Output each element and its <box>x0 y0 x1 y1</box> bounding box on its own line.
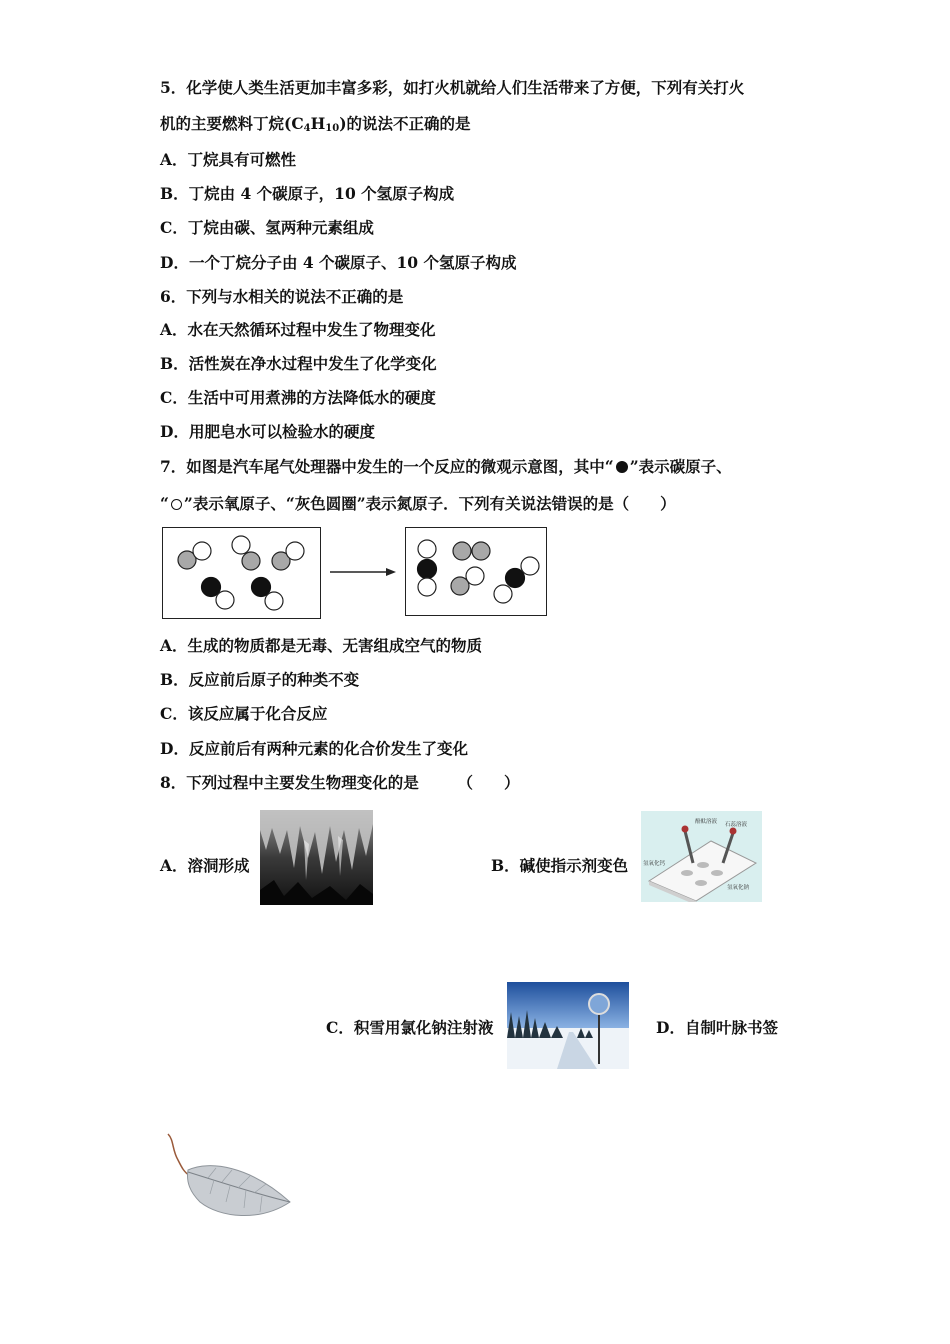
q5-option-a[interactable]: A．丁烷具有可燃性 <box>160 150 297 169</box>
leaf-image <box>160 1130 294 1222</box>
q5-option-b[interactable]: B．丁烷由 4 个碳原子，10 个氢原子构成 <box>160 184 455 203</box>
oxygen-atom <box>216 591 234 609</box>
q7-stem-part: “ <box>160 494 169 513</box>
oxygen-atom <box>286 542 304 560</box>
reactants-diagram <box>163 528 320 618</box>
oxygen-atom <box>494 585 512 603</box>
nitrogen-atom <box>472 542 490 560</box>
nitrogen-atom <box>242 552 260 570</box>
oxygen-atom <box>193 542 211 560</box>
q7-option-d[interactable]: D．反应前后有两种元素的化合价发生了变化 <box>160 739 468 758</box>
q7-stem-part: ”表示碳原子、 <box>629 457 732 476</box>
oxygen-atom <box>418 578 436 596</box>
leaf-vein-picture <box>160 1130 294 1222</box>
q7-stem-part: 7．如图是汽车尾气处理器中发生的一个反应的微观示意图，其中“ <box>160 457 614 476</box>
reactants-box <box>162 527 321 619</box>
q6-option-c[interactable]: C．生活中可用煮沸的方法降低水的硬度 <box>160 388 436 407</box>
spot-plate-picture <box>641 811 762 902</box>
carbon-atom <box>506 569 525 588</box>
q8-option-c[interactable]: C．积雪用氯化钠注射液 <box>326 1018 494 1037</box>
q6-stem: 6．下列与水相关的说法不正确的是 <box>160 287 404 306</box>
q7-option-c[interactable]: C．该反应属于化合反应 <box>160 704 328 723</box>
carbon-atom-icon <box>616 461 628 473</box>
q8-option-d[interactable]: D．自制叶脉书签 <box>656 1018 778 1037</box>
oxygen-atom <box>418 540 436 558</box>
q7-stem-part: ”表示氧原子、“灰色圆圈”表示氮原子．下列有关说法错误的是（ ） <box>183 494 676 513</box>
q7-option-a[interactable]: A．生成的物质都是无毒、无害组成空气的物质 <box>160 636 483 655</box>
nitrogen-atom <box>453 542 471 560</box>
q5-option-d[interactable]: D．一个丁烷分子由 4 个碳原子、10 个氢原子构成 <box>160 253 517 272</box>
plate-label: 石蕊溶液 <box>725 822 748 828</box>
oxygen-atom <box>466 567 484 585</box>
q5-stem-line1: 5．化学使人类生活更加丰富多彩，如打火机就给人们生活带来了方便，下列有关打火 <box>160 78 745 97</box>
products-diagram <box>406 528 546 615</box>
carbon-atom <box>202 578 221 597</box>
q5-subscript-10: 10 <box>325 123 340 134</box>
q5-subscript-4: 4 <box>303 123 311 134</box>
oxygen-atom <box>521 557 539 575</box>
reaction-arrow-icon <box>328 565 398 579</box>
q6-option-a[interactable]: A．水在天然循环过程中发生了物理变化 <box>160 320 436 339</box>
indicator-plate-image <box>641 811 762 902</box>
q5-stem-line2 <box>160 114 471 139</box>
oxygen-atom <box>265 592 283 610</box>
q8-option-a[interactable]: A．溶洞形成 <box>160 856 250 875</box>
q7-stem-line1 <box>160 457 732 477</box>
oxygen-atom <box>232 536 250 554</box>
snow-road-picture <box>507 982 629 1069</box>
cave-image <box>260 810 373 905</box>
products-box <box>405 527 547 616</box>
plate-label: 酚酞溶液 <box>695 819 718 825</box>
q5-stem-part: 机的主要燃料丁烷(C <box>160 114 304 133</box>
q8-stem: 8．下列过程中主要发生物理变化的是 （ ） <box>160 773 520 792</box>
q6-option-b[interactable]: B．活性炭在净水过程中发生了化学变化 <box>160 354 437 373</box>
q8-option-b[interactable]: B．碱使指示剂变色 <box>491 856 629 875</box>
q7-option-b[interactable]: B．反应前后原子的种类不变 <box>160 670 360 689</box>
cave-picture <box>260 810 373 905</box>
q6-option-d[interactable]: D．用肥皂水可以检验水的硬度 <box>160 422 375 441</box>
q5-option-c[interactable]: C．丁烷由碳、氢两种元素组成 <box>160 218 374 237</box>
plate-label: 氢氧化钙 <box>643 861 666 867</box>
q5-stem-part: H <box>310 114 326 133</box>
plate-label: 氢氧化钠 <box>727 885 750 891</box>
q5-stem-part: )的说法不正确的是 <box>339 114 471 133</box>
carbon-atom <box>252 578 271 597</box>
snow-road-image <box>507 982 629 1069</box>
oxygen-atom-icon <box>171 499 182 510</box>
carbon-atom <box>418 560 437 579</box>
q7-stem-line2 <box>160 494 676 514</box>
